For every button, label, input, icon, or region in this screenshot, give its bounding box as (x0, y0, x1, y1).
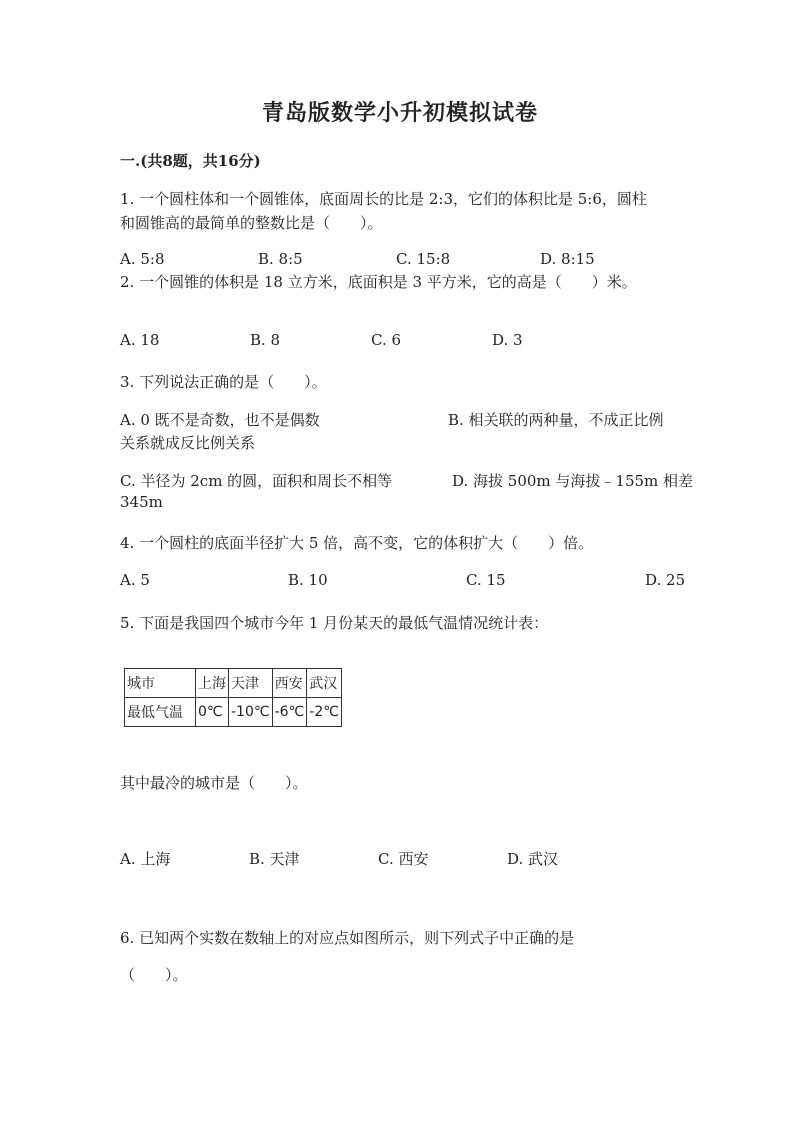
question-6-line-1: 6. 已知两个实数在数轴上的对应点如图所示，则下列式子中正确的是 (120, 929, 575, 947)
question-2-option-d: D. 3 (492, 331, 523, 349)
question-2-option-c: C. 6 (371, 331, 402, 349)
table-header-shanghai: 上海 (196, 669, 229, 698)
question-5-option-c: C. 西安 (378, 850, 429, 868)
question-1-option-d: D. 8:15 (540, 250, 595, 268)
question-3-option-d: D. 海拔 500m 与海拔﹣155m 相差 (452, 472, 694, 490)
table-cell-shanghai: 0℃ (196, 698, 229, 727)
table-row (125, 698, 342, 727)
question-4-option-b: B. 10 (288, 571, 328, 589)
question-3-line-1: 3. 下列说法正确的是（ ）。 (120, 373, 327, 391)
question-4-option-d: D. 25 (645, 571, 686, 589)
question-1-line-1: 1. 一个圆柱体和一个圆锥体，底面周长的比是 2:3，它们的体积比是 5:6，圆柱 (120, 190, 647, 208)
question-4-line-1: 4. 一个圆柱的底面半径扩大 5 倍，高不变，它的体积扩大（ ）倍。 (120, 534, 594, 552)
section-heading: 一.(共8题，共16分) (120, 152, 261, 170)
question-1-option-b: B. 8:5 (258, 250, 303, 268)
question-1-option-a: A. 5:8 (120, 250, 165, 268)
question-3-option-b-continued: 关系就成反比例关系 (120, 434, 256, 452)
question-3-option-d-continued: 345m (120, 493, 163, 511)
question-1-option-c: C. 15:8 (396, 250, 451, 268)
table-header-wuhan: 武汉 (307, 669, 342, 698)
question-5-option-b: B. 天津 (249, 850, 300, 868)
table-cell-tianjin: -10℃ (229, 698, 273, 727)
question-1-line-2: 和圆锥高的最简单的整数比是（ ）。 (120, 214, 383, 232)
question-6-line-2: （ ）。 (120, 966, 188, 984)
temperature-table (124, 668, 342, 727)
question-3-option-a: A. 0 既不是奇数，也不是偶数 (120, 411, 320, 429)
question-2-line-1: 2. 一个圆锥的体积是 18 立方米，底面积是 3 平方米，它的高是（ ）米。 (120, 273, 637, 291)
table-cell-wuhan: -2℃ (307, 698, 342, 727)
question-2-option-b: B. 8 (250, 331, 281, 349)
question-2-option-a: A. 18 (120, 331, 160, 349)
question-5-line-1: 5. 下面是我国四个城市今年 1 月份某天的最低气温情况统计表： (120, 614, 549, 632)
question-5-option-d: D. 武汉 (507, 850, 559, 868)
question-3-option-c: C. 半径为 2cm 的圆，面积和周长不相等 (120, 472, 393, 490)
question-5-option-a: A. 上海 (120, 850, 171, 868)
table-cell-xian: -6℃ (272, 698, 307, 727)
table-header-xian: 西安 (272, 669, 307, 698)
question-4-option-a: A. 5 (120, 571, 150, 589)
question-4-option-c: C. 15 (466, 571, 506, 589)
table-header-city: 城市 (125, 669, 196, 698)
question-5-line-2: 其中最冷的城市是（ ）。 (120, 774, 308, 792)
table-header-tianjin: 天津 (229, 669, 273, 698)
table-row-label: 最低气温 (125, 698, 196, 727)
table-row (125, 669, 342, 698)
question-3-option-b: B. 相关联的两种量，不成正比例 (448, 411, 664, 429)
page-title: 青岛版数学小升初模拟试卷 (261, 100, 538, 126)
